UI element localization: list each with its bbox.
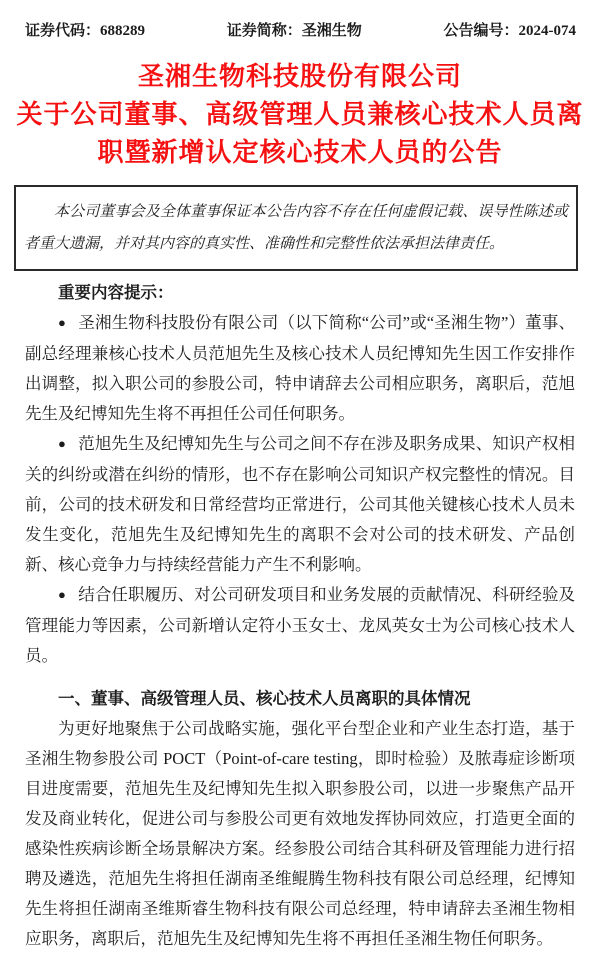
notice-bullet-2	[25, 429, 575, 580]
notice-bullet-1	[25, 308, 575, 429]
page-title-line-3: 职暨新增认定核心技术人员的公告	[97, 137, 503, 167]
notice-bullet-1-text: 圣湘生物科技股份有限公司（以下简称“公司”或“圣湘生物”）董事、副总经理兼核心技术人员范旭先生及核心技术人员纪博知先生因工作安排作出调整，拟入职公司的参股公司，特申请辞去公司相应职务，离职后，范旭先生及纪博知先生将不再担任公司任何职务。	[25, 313, 575, 423]
stock-code-value: 688289	[100, 23, 146, 39]
stock-name	[227, 21, 362, 41]
section-1-paragraph: 为更好地聚焦于公司战略实施，强化平台型企业和产业生态打造，基于圣湘生物参股公司 POCT（Point-of-care testing，即时检验）及脓毒症诊断项目进度需要，范旭先生及纪博知先生拟入职参股公司，以进一步聚焦产品开发及商业转化，促进公司与参股公司更有效地发挥协同效应，打造更全面的感染性疾病诊断全场景解决方案。经参股公司结合其科研及管理能力进行招聘及遴选，范旭先生将担任湖南圣维鲲腾生物科技有限公司总经理，纪博知先生将担任湖南圣维斯睿生物科技有限公司总经理，特申请辞去圣湘生物相应职务，离职后，范旭先生及纪博知先生将不再担任圣湘生物任何职务。	[25, 719, 575, 948]
announcement-number	[443, 21, 576, 41]
important-notice-heading: 重要内容提示：	[58, 283, 174, 302]
announcement-number-value: 2024-074	[518, 23, 576, 39]
notice-bullet-2-text: 范旭先生及纪博知先生与公司之间不存在涉及职务成果、知识产权相关的纠纷或潜在纠纷的情形，也不存在影响公司知识产权完整性的情况。目前，公司的技术研发和日常经营均正常进行，公司其他关键核心技术人员未发生变化，范旭先生及纪博知先生的离职不会对公司的技术研发、产品创新、核心竞争力与持续经营能力产生不利影响。	[25, 434, 576, 574]
page-title	[10, 57, 590, 171]
announcement-number-label: 公告编号：	[443, 23, 519, 39]
document-body	[25, 278, 575, 954]
section-1-heading: 一、董事、高级管理人员、核心技术人员离职的具体情况	[58, 689, 471, 708]
stock-name-value: 圣湘生物	[301, 23, 362, 39]
stock-code	[25, 21, 145, 41]
notice-bullet-3	[25, 580, 575, 671]
bullet-dot-icon: ●	[58, 436, 66, 451]
stock-code-label: 证券代码：	[25, 23, 101, 39]
announcement-document	[0, 21, 600, 948]
page-title-line-1: 圣湘生物科技股份有限公司	[137, 61, 462, 91]
doc-header	[25, 21, 576, 41]
page-title-line-2: 关于公司董事、高级管理人员兼核心技术人员离	[16, 99, 584, 129]
stock-name-label: 证券简称：	[226, 23, 302, 39]
board-disclaimer-text: 本公司董事会及全体董事保证本公告内容不存在任何虚假记载、误导性陈述或者重大遗漏，并对其内容的真实性、准确性和完整性依法承担法律责任。	[24, 204, 568, 252]
bullet-dot-icon: ●	[58, 315, 67, 330]
notice-bullet-3-text: 结合任职履历、对公司研发项目和业务发展的贡献情况、科研经验及管理能力等因素，公司新增认定符小玉女士、龙凤英女士为公司核心技术人员。	[25, 585, 576, 665]
board-disclaimer-box	[14, 185, 578, 271]
bullet-dot-icon: ●	[58, 587, 66, 602]
